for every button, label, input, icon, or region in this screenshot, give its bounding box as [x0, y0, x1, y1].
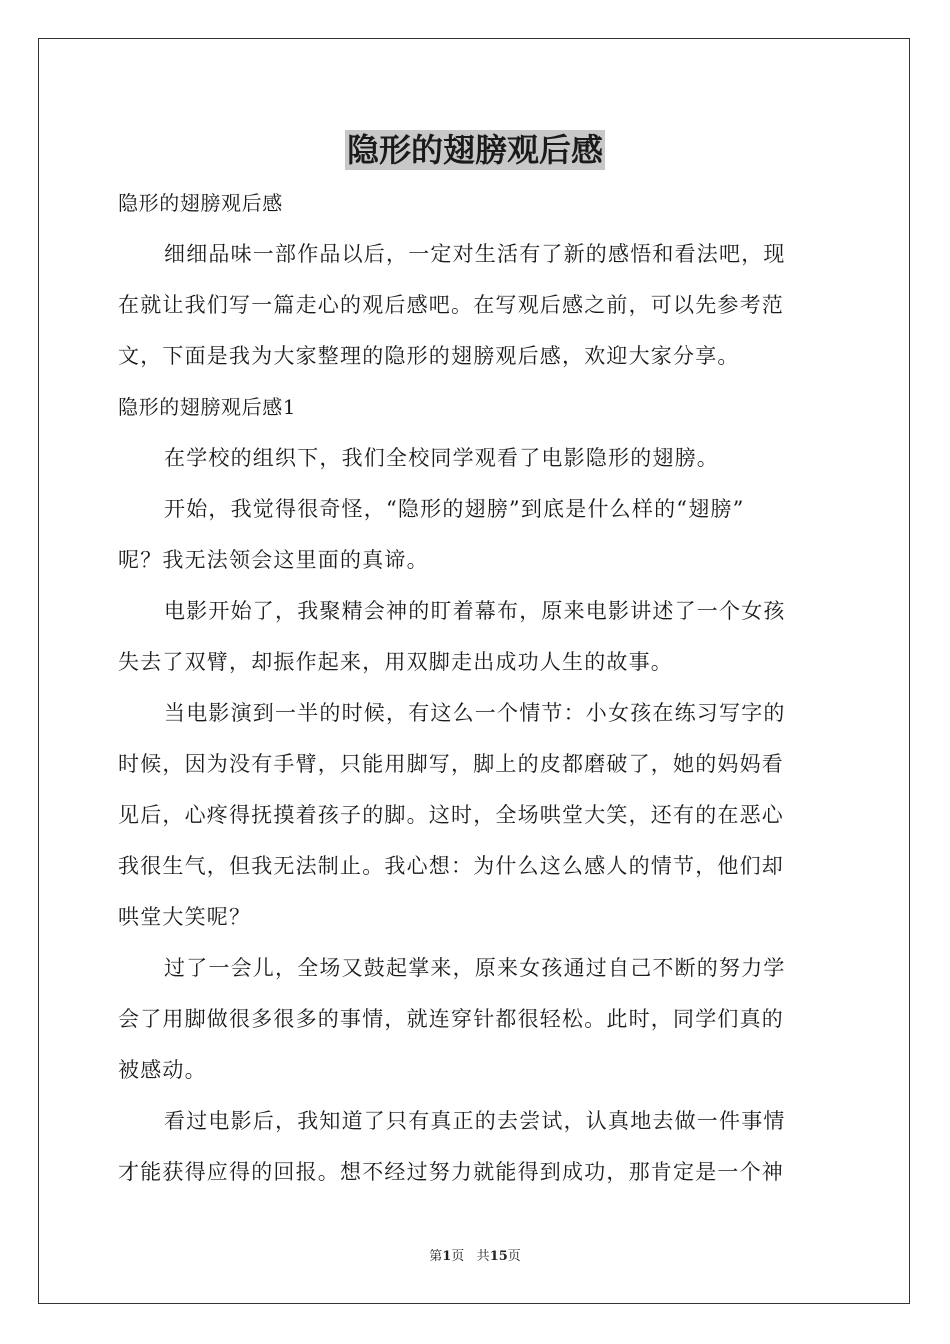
text-line: 被感动。: [118, 1058, 207, 1082]
text-line: 呢？我无法领会这里面的真谛。: [118, 548, 429, 572]
text-line: 失去了双臂，却振作起来，用双脚走出成功人生的故事。: [118, 650, 673, 674]
document-body: [118, 178, 832, 1198]
page-footer: [0, 1245, 950, 1264]
document-title: 隐形的翅膀观后感: [346, 131, 603, 169]
page-number: 1: [442, 1249, 452, 1264]
text-line: 看过电影后，我知道了只有真正的去尝试，认真地去做一件事情: [164, 1109, 786, 1133]
page-prefix: 第: [429, 1249, 443, 1264]
text-line: 我很生气，但我无法制止。我心想：为什么这么感人的情节，他们却: [118, 854, 784, 878]
text-line: 当电影演到一半的时候，有这么一个情节：小女孩在练习写字的: [164, 701, 786, 725]
total-prefix: 共: [476, 1249, 490, 1264]
page-suffix: 页: [451, 1249, 465, 1264]
text-line: 开始，我觉得很奇怪，“隐形的翅膀”到底是什么样的“翅膀”: [164, 497, 745, 521]
section-heading: 隐形的翅膀观后感: [118, 191, 283, 215]
text-line: 会了用脚做很多很多的事情，就连穿针都很轻松。此时，同学们真的: [118, 1007, 784, 1031]
text-line: 细细品味一部作品以后，一定对生活有了新的感悟和看法吧，现: [164, 242, 786, 266]
text-line: 电影开始了，我聚精会神的盯着幕布，原来电影讲述了一个女孩: [164, 599, 786, 623]
text-line: 才能获得应得的回报。想不经过努力就能得到成功，那肯定是一个神: [118, 1160, 784, 1184]
text-line: 哄堂大笑呢？: [118, 905, 252, 929]
section-heading: 隐形的翅膀观后感1: [118, 395, 297, 419]
total-pages: 15: [489, 1249, 508, 1264]
text-line: 文，下面是我为大家整理的隐形的翅膀观后感，欢迎大家分享。: [118, 344, 740, 368]
text-line: 在学校的组织下，我们全校同学观看了电影隐形的翅膀。: [164, 446, 719, 470]
text-line: 见后，心疼得抚摸着孩子的脚。这时，全场哄堂大笑，还有的在恶心: [118, 803, 784, 827]
text-line: 时候，因为没有手臂，只能用脚写，脚上的皮都磨破了，她的妈妈看: [118, 752, 784, 776]
total-suffix: 页: [507, 1249, 521, 1264]
text-line: 在就让我们写一篇走心的观后感吧。在写观后感之前，可以先参考范: [118, 293, 784, 317]
title-container: [0, 130, 950, 170]
text-line: 过了一会儿，全场又鼓起掌来，原来女孩通过自己不断的努力学: [164, 956, 786, 980]
